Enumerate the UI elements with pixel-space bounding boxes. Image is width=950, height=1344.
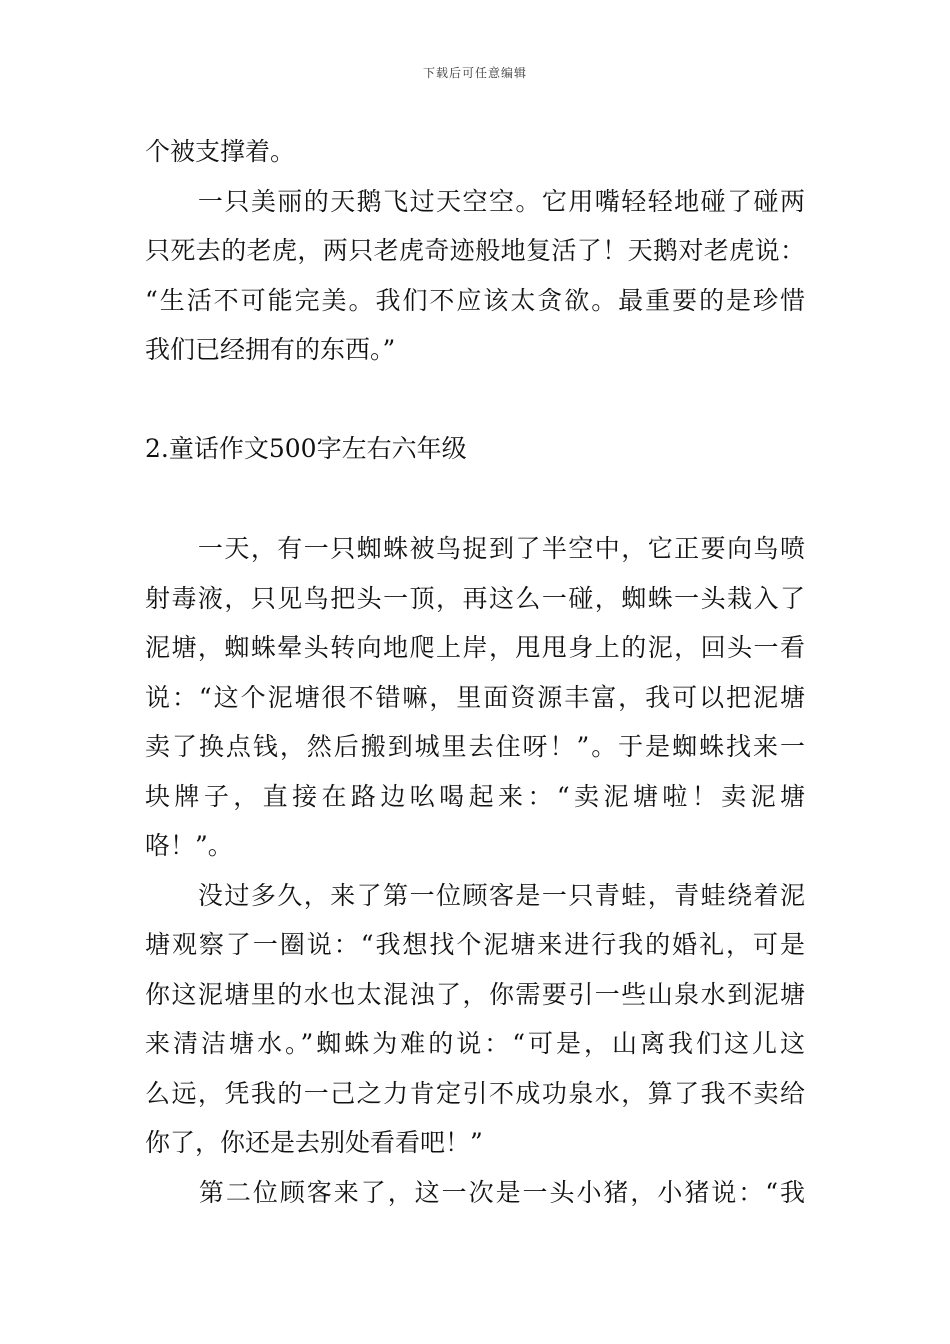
text-line: 个被支撑着。: [145, 137, 296, 166]
text-line: 咯！”。: [145, 831, 233, 860]
text-line: 没过多久，来了第一位顾客是一只青蛙，青蛙绕着泥: [145, 880, 805, 910]
text-line: 一天，有一只蜘蛛被鸟捉到了半空中，它正要向鸟喷: [145, 534, 805, 563]
text-block-top: [145, 127, 805, 375]
text-block-story: [145, 524, 805, 1217]
text-line: 说：“这个泥塘很不错嘛，里面资源丰富，我可以把泥塘: [145, 682, 805, 712]
text-line: 你这泥塘里的水也太混浊了，你需要引一些山泉水到泥塘: [145, 979, 805, 1009]
section-heading: [145, 424, 805, 474]
text-line: 块牌子，直接在路边吆喝起来：“卖泥塘啦！卖泥塘: [145, 781, 805, 811]
text-line: 射毒液，只见鸟把头一顶，再这么一碰，蜘蛛一头栽入了: [145, 583, 805, 613]
text-line: 你了，你还是去别处看看吧！”: [145, 1128, 483, 1157]
text-line: 一只美丽的天鹅飞过天空空。它用嘴轻轻地碰了碰两: [145, 186, 805, 216]
text-line: 塘观察了一圈说：“我想找个泥塘来进行我的婚礼，可是: [145, 930, 805, 959]
text-line: “生活不可能完美。我们不应该太贪欲。最重要的是珍惜: [145, 285, 805, 315]
text-line: 只死去的老虎，两只老虎奇迹般地复活了！天鹅对老虎说：: [145, 236, 805, 265]
text-line: 来清洁塘水。”蜘蛛为难的说：“可是，山离我们这儿这: [145, 1029, 805, 1058]
text-line: 我们已经拥有的东西。”: [145, 335, 396, 364]
text-line: 泥塘，蜘蛛晕头转向地爬上岸，甩甩身上的泥，回头一看: [145, 633, 805, 662]
text-line: 第二位顾客来了，这一次是一头小猪，小猪说：“我: [145, 1177, 805, 1207]
text-line: 卖了换点钱，然后搬到城里去住呀！”。于是蜘蛛找来一: [145, 732, 805, 761]
page-header: 下载后可任意编辑: [422, 66, 527, 80]
text-line: 么远，凭我的一己之力肯定引不成功泉水，算了我不卖给: [145, 1078, 805, 1108]
heading-text: 2.童话作文500字左右六年级: [145, 434, 467, 463]
